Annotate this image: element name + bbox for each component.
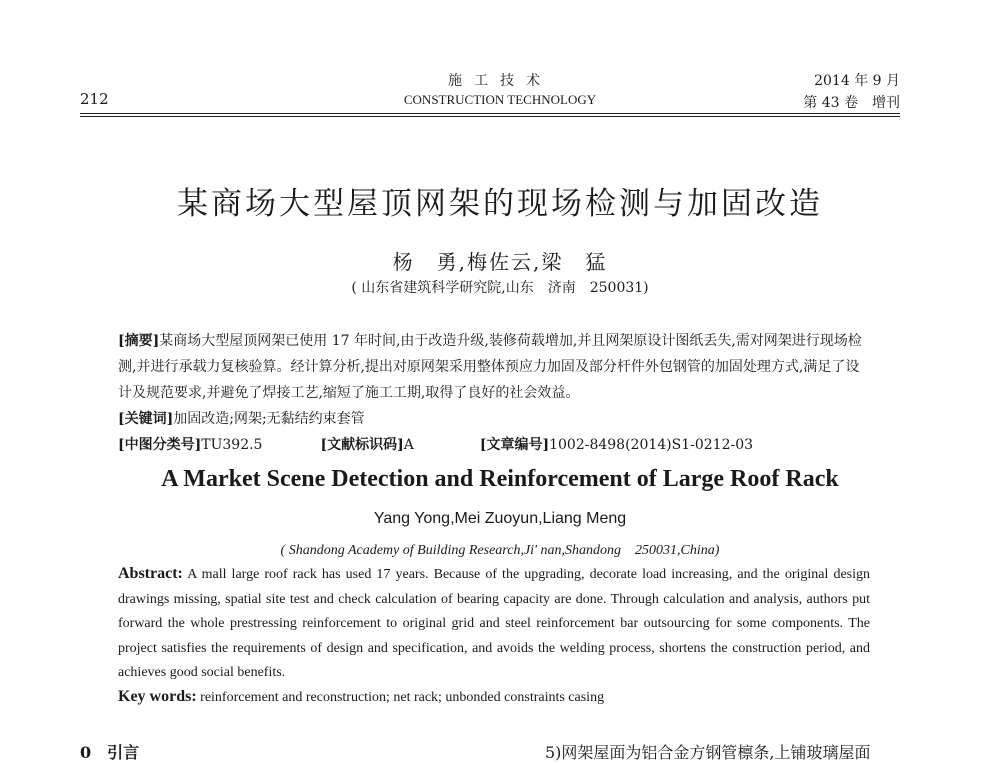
- abstract-label-en: Abstract:: [118, 565, 183, 582]
- doc-code-label: [文献标识码]: [320, 437, 404, 453]
- paper-title-cn: 某商场大型屋顶网架的现场检测与加固改造: [177, 186, 823, 222]
- keywords-text-cn: 加固改造;网架;无黏结约束套管: [173, 411, 365, 427]
- header-rule-top: [80, 113, 900, 114]
- abstract-label-cn: [摘要]: [118, 333, 160, 349]
- journal-title-en: CONSTRUCTION TECHNOLOGY: [403, 92, 597, 107]
- abstract-text-en: A mall large roof rack has used 17 years. Because of the upgrading, decorate load increasing, and the original design drawings missing, spatial site test and check calculation of bearing capacity are done. Through calculation and analysis, authors put forward the whole prestressing reinforcement to original grid and steel reinforcement bar outsourcing for some components. The project satisfies the requirements of design and specification, and avoids the welding process, shortens the construction period, and achieves good social benefits.: [118, 567, 870, 680]
- clc-label: [中图分类号]: [118, 437, 202, 453]
- header-rule-bottom: [80, 116, 900, 117]
- keywords-en: [118, 688, 870, 706]
- paper-title-en: A Market Scene Detection and Reinforcement of Large Roof Rack: [161, 466, 839, 492]
- article-no-label: [文章编号]: [479, 437, 550, 453]
- authors-cn: 杨 勇,梅佐云,梁 猛: [392, 250, 608, 274]
- abstract-text-cn: 某商场大型屋顶网架已使用 17 年时间,由于改造升级,装修荷载增加,并且网架原设计图纸丢失,需对网架进行现场检测,并进行承载力复核验算。经计算分析,提出对原网架采用整体预应力加固及部分杆件外包钢管的加固处理方式,满足了设计及规范要求,并避免了焊接工艺,缩短了施工工期,取得了良好的社会效益。: [118, 333, 862, 401]
- clc-value: TU392.5: [201, 437, 263, 453]
- page-number: 212: [80, 90, 109, 108]
- issue-date: 2014 年 9 月: [814, 73, 900, 89]
- right-column-text: 5)网架屋面为铝合金方钢管檩条,上铺玻璃屋面: [545, 743, 871, 762]
- keywords-cn: [118, 406, 870, 432]
- abstract-en: [118, 562, 870, 686]
- issue-volume: 第 43 卷 增刊: [803, 95, 900, 111]
- keywords-label-cn: [关键词]: [118, 411, 174, 427]
- article-no-value: 1002-8498(2014)S1-0212-03: [549, 437, 754, 453]
- keywords-label-en: Key words:: [118, 688, 197, 705]
- keywords-text-en: reinforcement and reconstruction; net rack; unbonded constraints casing: [200, 690, 605, 705]
- section-heading-intro: 0 引言: [80, 743, 140, 762]
- doc-code-value: A: [403, 437, 414, 453]
- affiliation-cn: ( 山东省建筑科学研究院,山东 济南 250031): [351, 280, 649, 296]
- classification-line: [118, 432, 870, 458]
- affiliation-en: ( Shandong Academy of Building Research,Ji' nan,Shandong 250031,China): [280, 543, 720, 558]
- journal-title-cn: 施工技术: [448, 73, 552, 89]
- abstract-cn: [118, 328, 870, 406]
- authors-en: Yang Yong,Mei Zuoyun,Liang Meng: [373, 510, 627, 527]
